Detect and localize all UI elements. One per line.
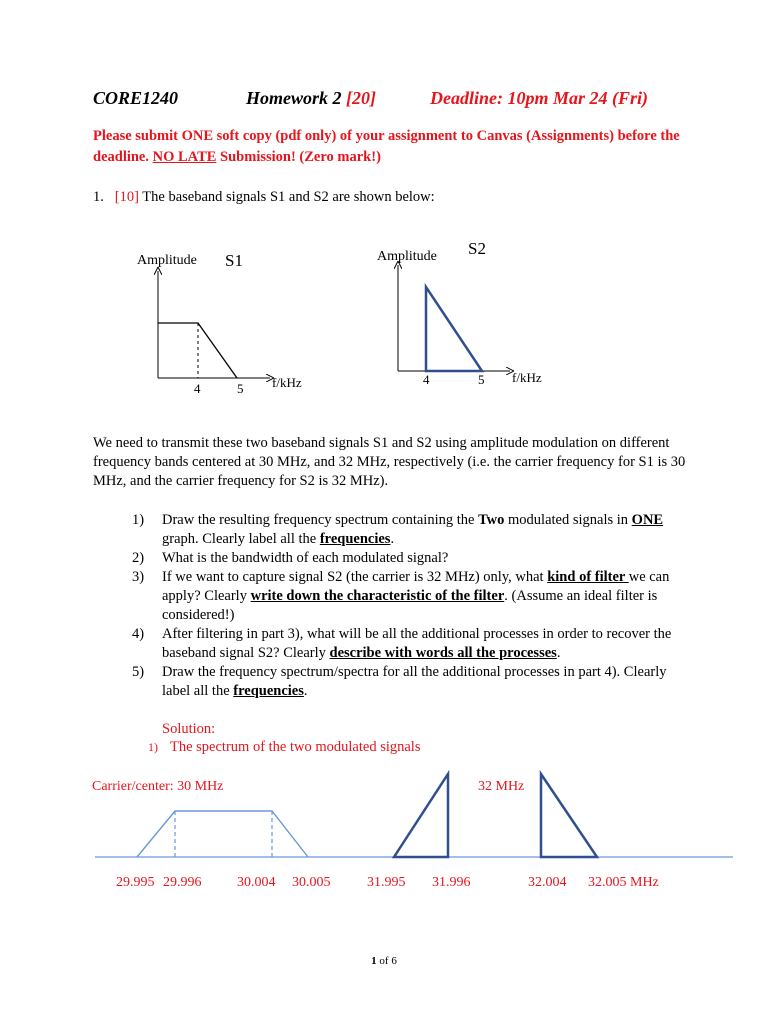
notice-no-late: NO LATE xyxy=(152,149,217,165)
s1-ylabel: Amplitude xyxy=(137,253,197,268)
s2-upper-sideband xyxy=(541,774,597,857)
s2-tick-5: 5 xyxy=(478,372,485,387)
notice-text-1: Please submit ONE soft copy (pdf only) of your assignment to Canvas (Assignments) before the deadline. xyxy=(93,128,680,165)
solution-title: Solution: xyxy=(162,721,216,737)
s2-name: S2 xyxy=(468,239,486,258)
s2-lower-sideband xyxy=(394,774,448,857)
s1-xlabel: f/kHz xyxy=(272,375,302,390)
notice-text-2: Submission! (Zero mark!) xyxy=(216,149,381,165)
list-item: 5) Draw the frequency spectrum/spectra for all the additional processes in part 4). Clearly label all the frequencies. xyxy=(132,664,667,699)
tick-label: 31.995 xyxy=(367,875,406,890)
tick-label: 29.996 xyxy=(163,875,202,890)
homework-label: Homework 2 xyxy=(246,88,342,108)
carrier-label: Carrier/center: 30 MHz xyxy=(92,779,224,794)
s1-name: S1 xyxy=(225,251,243,270)
question-points: [10] xyxy=(114,189,139,205)
problem-paragraph: We need to transmit these two baseband signals S1 and S2 using amplitude modulation on different frequency bands centered at 30 MHz, and 32 MHz, respectively (i.e. the carrier frequency for S1 is 30 MHz, and the carrier frequency for S2 is 32 MHz). xyxy=(93,435,686,489)
tick-label: 30.005 xyxy=(292,875,331,890)
tick-label: 32.004 xyxy=(528,875,567,890)
s2-ylabel: Amplitude xyxy=(377,249,437,264)
s1-modulated-trapezoid xyxy=(137,811,308,857)
tick-label: 29.995 xyxy=(116,875,155,890)
question-1 xyxy=(93,189,435,206)
list-item: 3) If we want to capture signal S2 (the carrier is 32 MHz) only, what kind of filter we can apply? Clearly write down the characteristic of the filter. (Assume an ideal filter is considered!) xyxy=(132,569,670,623)
page-number: 1 of 6 xyxy=(371,955,397,967)
list-item: 2) What is the bandwidth of each modulated signal? xyxy=(132,550,449,566)
homework-points: [20] xyxy=(346,88,377,108)
s2-xlabel: f/kHz xyxy=(512,370,542,385)
deadline: Deadline: 10pm Mar 24 (Fri) xyxy=(430,88,648,108)
s2-spectrum-shape xyxy=(426,287,482,371)
question-number: 1. xyxy=(93,189,104,205)
submission-notice xyxy=(93,126,693,168)
course-code: CORE1240 xyxy=(93,88,179,108)
s2-tick-4: 4 xyxy=(423,372,430,387)
tick-label: 31.996 xyxy=(432,875,471,890)
graph-s1 xyxy=(120,245,330,405)
graph-s2 xyxy=(370,235,570,395)
solution-subtitle: 1) The spectrum of the two modulated signals xyxy=(148,739,421,755)
tick-label: 32.005 MHz xyxy=(588,875,659,890)
question-text: The baseband signals S1 and S2 are shown below: xyxy=(142,189,435,205)
question-list xyxy=(132,511,692,701)
list-item: 1) Draw the resulting frequency spectrum containing the Two modulated signals in ONE graph. Clearly label all the frequencies. xyxy=(132,512,664,547)
tick-label: 30.004 xyxy=(237,875,276,890)
homework-title xyxy=(246,88,376,109)
list-item: 4) After filtering in part 3), what will be all the additional processes in order to recover the baseband signal S2? Clearly describe with words all the processes. xyxy=(132,626,672,661)
s1-tick-5: 5 xyxy=(237,381,244,396)
s1-tick-4: 4 xyxy=(194,381,201,396)
modulated-spectrum xyxy=(0,765,768,900)
label-32mhz: 32 MHz xyxy=(478,779,525,794)
